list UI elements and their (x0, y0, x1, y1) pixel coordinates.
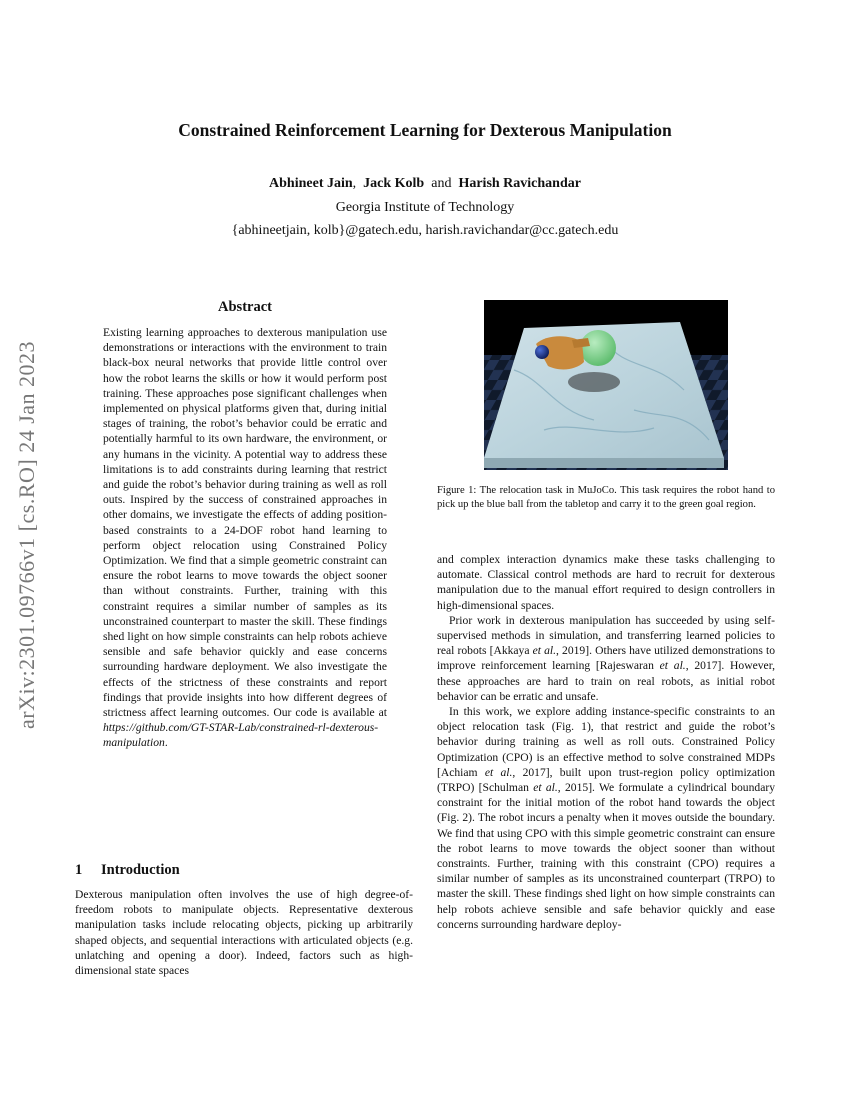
abstract-body: Existing learning approaches to dexterous manipulation use demonstrations or interactions with the environment to train black-box neural networks that provide little control over how the robot learns the skills or how it would perform post training. These approaches pose significant challenges when implemented on physical platforms given that, during initial stages of training, the robot’s behavior could be erratic and potentially harmful to its own hardware, the environment, or any humans in the vicinity. A potential way to address these limitations is to add constraints during learning that restrict and guide the robot’s behavior during training as well as roll outs. Inspired by the success of constrained approaches in other domains, we investigate the effects of adding position-based constraints to a 24-DOF robot hand learning to perform object relocation using Constrained Policy Optimization. We find that a simple geometric constraint can ensure the robot learns to move towards the object sooner than without constraints. Further, training with this constraint requires a similar number of samples as its unconstrained counterpart to master the skill. These findings shed light on how simple constraints can help robots achieve sensible and safe behavior quickly and ease concerns surrounding hardware deployment. We also investigate the effects of the strictness of these constraints and report findings that provide insights into how different degrees of strictness affect learning outcomes. Our code is available at https://github.com/GT-STAR-Lab/constrained-rl-dexterous-manipulation. (103, 326, 387, 750)
paragraph-2: Prior work in dexterous manipulation has succeeded by using self-supervised methods in simulation, and transferring learned policies to real robots [Akkaya et al., 2019]. Others have utilized demonstrations to improve reinforcement learning [Rajeswaran et al., 2017]. However, these approaches are hard to train on real robots, as initial robot behavior can be erratic and unsafe. (437, 613, 775, 703)
author-list: Abhineet Jain, Jack Kolb and Harish Ravichandar (269, 176, 581, 191)
arxiv-identifier-text: arXiv:2301.09766v1 [cs.RO] 24 Jan 2023 (14, 340, 40, 730)
affiliation: Georgia Institute of Technology (335, 200, 515, 215)
author-1: Abhineet Jain (269, 176, 353, 191)
paragraph-3: In this work, we explore adding instance-specific constraints to an object relocation task (Fig. 1), that restrict and guide the robot’s behavior during training as well as roll outs. Constrained Policy Optimization (CPO) is an effective method to solve constrained MDPs [Achiam et al., 2017], built upon trust-region policy optimization (TRPO) [Schulman et al., 2015]. We formulate a cylindrical boundary constraint for the initial motion of the robot hand towards the object (Fig. 2). The robot incurs a penalty when it moves outside the boundary. We find that using CPO with this simple geometric constraint can ensure the robot learns to move towards the object sooner than without constraints. Further, training with this constraint (CPO) requires a similar number of samples as its unconstrained counterpart (TRPO) to master the skill. These findings shed light on how simple constraints can help robots achieve sensible and safe behavior quickly and ease concerns surrounding hardware deploy- (437, 705, 775, 931)
arxiv-identifier (2, 300, 52, 770)
paper-title: Constrained Reinforcement Learning for Dexterous Manipulation (178, 120, 672, 140)
section-title: Introduction (101, 862, 180, 878)
author-emails: {abhineetjain, kolb}@gatech.edu, harish.ravichandar@cc.gatech.edu (231, 223, 619, 238)
author-and: and (431, 176, 452, 191)
relocation-scene-image (484, 300, 728, 470)
code-link[interactable]: https://github.com/GT-STAR-Lab/constrained-rl-dexterous-manipulation (103, 721, 379, 750)
abstract-text: Existing learning approaches to dexterous manipulation use demonstrations or interactions with the environment to train black-box neural networks that provide little control over how the robot learns the skills or how it would perform post training. These approaches pose significant challenges when implemented on physical platforms given that, during initial stages of training, the robot’s behavior could be erratic and potentially harmful to its own hardware, the environment, or any humans in the vicinity. A potential way to address these limitations is to add constraints during learning that restrict and guide the robot’s behavior during training as well as roll outs. Inspired by the success of constrained approaches in other domains, we investigate the effects of adding position-based constraints to a 24-DOF robot hand learning to perform object relocation using Constrained Policy Optimization. We find that a simple geometric constraint can ensure the robot learns to move towards the object sooner than without constraints. Further, training with this constraint requires a similar number of samples as its unconstrained counterpart to master the skill. These findings shed light on how simple constraints can help robots achieve sensible and safe behavior quickly and ease concerns surrounding hardware deployment. We also investigate the effects of the strictness of these constraints and report findings that provide insights into how different degrees of strictness affect learning outcomes. Our code is available at (103, 326, 387, 720)
abstract-heading: Abstract (218, 299, 272, 315)
figure-caption: Figure 1: The relocation task in MuJoCo. This task requires the robot hand to pick up the blue ball from the tabletop and carry it to the green goal region. (437, 485, 775, 510)
intro-paragraph: Dexterous manipulation often involves the use of high degree-of-freedom robots to manipulate objects. Representative dexterous manipulation tasks include relocating objects, picking up arbitrarily shaped objects, and sequential interactions with articulated objects (e.g. unlatching and opening a door). Indeed, factors such as high-dimensional state spaces (75, 888, 413, 978)
author-3: Harish Ravichandar (458, 176, 581, 191)
figure-relocation-task (484, 300, 728, 470)
section-number: 1 (75, 862, 83, 878)
paragraph-1: and complex interaction dynamics make these tasks challenging to automate. Classical control methods are hard to recruit for dexterous manipulation due to the manual effort required to design controllers in high-dimensional spaces. (437, 553, 775, 612)
section-heading-introduction (75, 862, 180, 879)
author-2: Jack Kolb (363, 176, 425, 191)
right-column-text (437, 552, 775, 932)
